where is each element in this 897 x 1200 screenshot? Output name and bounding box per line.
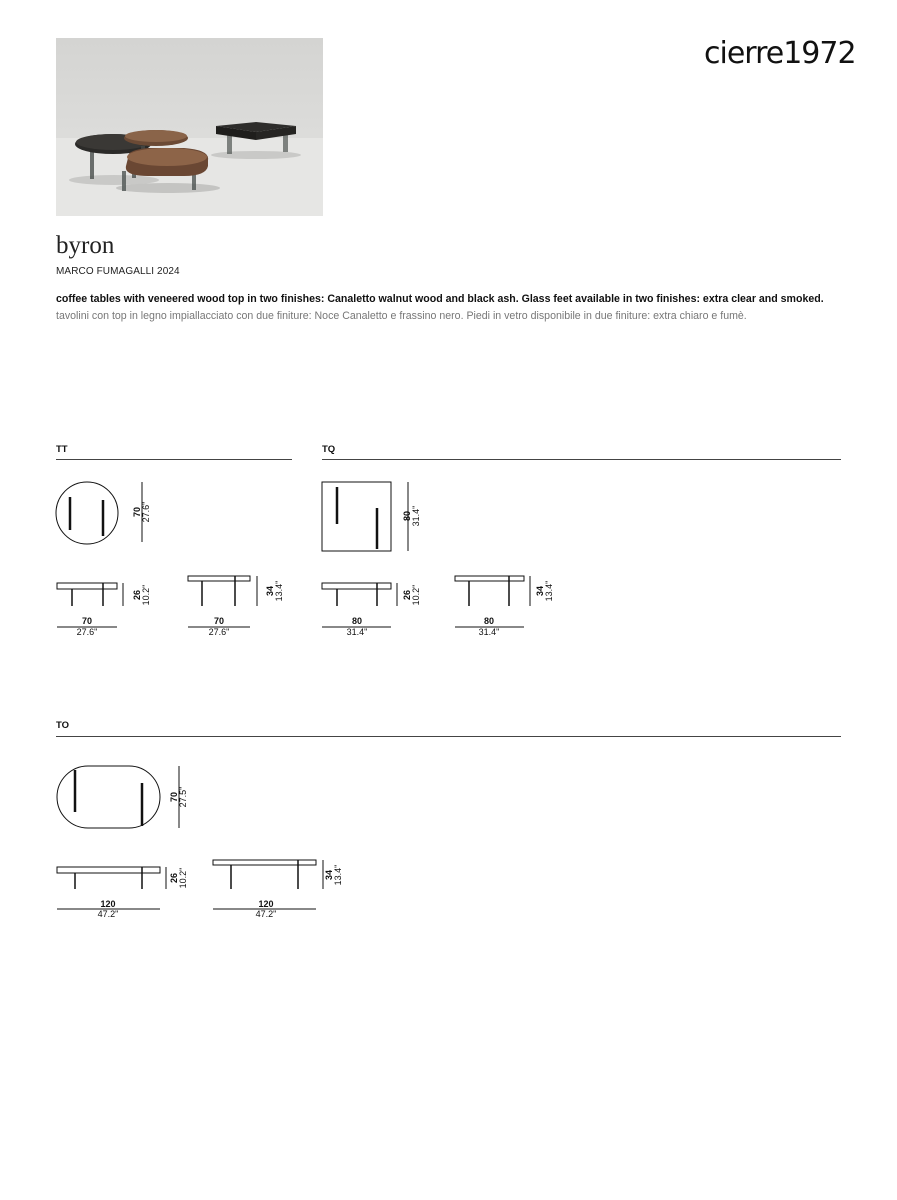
tt-high-height: 34 — [265, 585, 275, 597]
to-high-width: 120 — [258, 899, 274, 909]
tq-high-height: 34 — [535, 585, 545, 597]
to-plan-depth-inches: 27.5" — [178, 786, 188, 808]
product-designer: MARCO FUMAGALLI 2024 — [56, 266, 180, 277]
tq-low-width: 80 — [351, 616, 363, 626]
tt-high-height-inches: 13.4" — [274, 580, 284, 602]
tq-plan-depth-inches: 31.4" — [411, 505, 421, 527]
tq-plan-view — [322, 482, 408, 551]
to-low-width: 120 — [100, 899, 116, 909]
description-english: coffee tables with veneered wood top in two finishes: Canaletto walnut wood and black ash. Glass feet available in two finishes: extra clear and smoked. — [56, 293, 824, 305]
to-low-height-inches: 10.2" — [178, 867, 188, 889]
tt-low-height-inches: 10.2" — [141, 584, 151, 606]
tt-high-width-inches: 27.6" — [208, 627, 230, 637]
to-low-height: 26 — [169, 872, 179, 884]
tq-low-height-inches: 10.2" — [411, 584, 421, 606]
tt-plan-view — [56, 482, 142, 544]
to-low-width-inches: 47.2" — [97, 909, 119, 919]
section-label-to: TO — [56, 720, 70, 731]
to-plan-view — [57, 766, 179, 828]
brand-logo: cierre1972 — [704, 36, 856, 71]
tq-high-width-inches: 31.4" — [478, 627, 500, 637]
tt-low-height: 26 — [132, 589, 142, 601]
to-high-height-inches: 13.4" — [333, 864, 343, 886]
section-label-tt: TT — [56, 444, 68, 455]
to-plan-depth: 70 — [169, 791, 179, 803]
to-high-width-inches: 47.2" — [255, 909, 277, 919]
tq-high-width: 80 — [483, 616, 495, 626]
tq-low-height: 26 — [402, 589, 412, 601]
tq-low-width-inches: 31.4" — [346, 627, 368, 637]
tt-low-width: 70 — [81, 616, 93, 626]
tt-low-width-inches: 27.6" — [76, 627, 98, 637]
product-title: byron — [56, 232, 115, 259]
section-label-tq: TQ — [322, 444, 336, 455]
tt-plan-depth-inches: 27.6" — [141, 501, 151, 523]
tq-plan-depth: 80 — [402, 510, 412, 522]
tq-high-height-inches: 13.4" — [544, 580, 554, 602]
description-italian: tavolini con top in legno impiallacciato con due finiture: Noce Canaletto e frassino nero. Piedi in vetro disponibile in due finiture: extra chiaro e fumè. — [56, 310, 747, 322]
tt-high-width: 70 — [213, 616, 225, 626]
tt-plan-depth: 70 — [132, 506, 142, 518]
to-high-height: 34 — [324, 869, 334, 881]
